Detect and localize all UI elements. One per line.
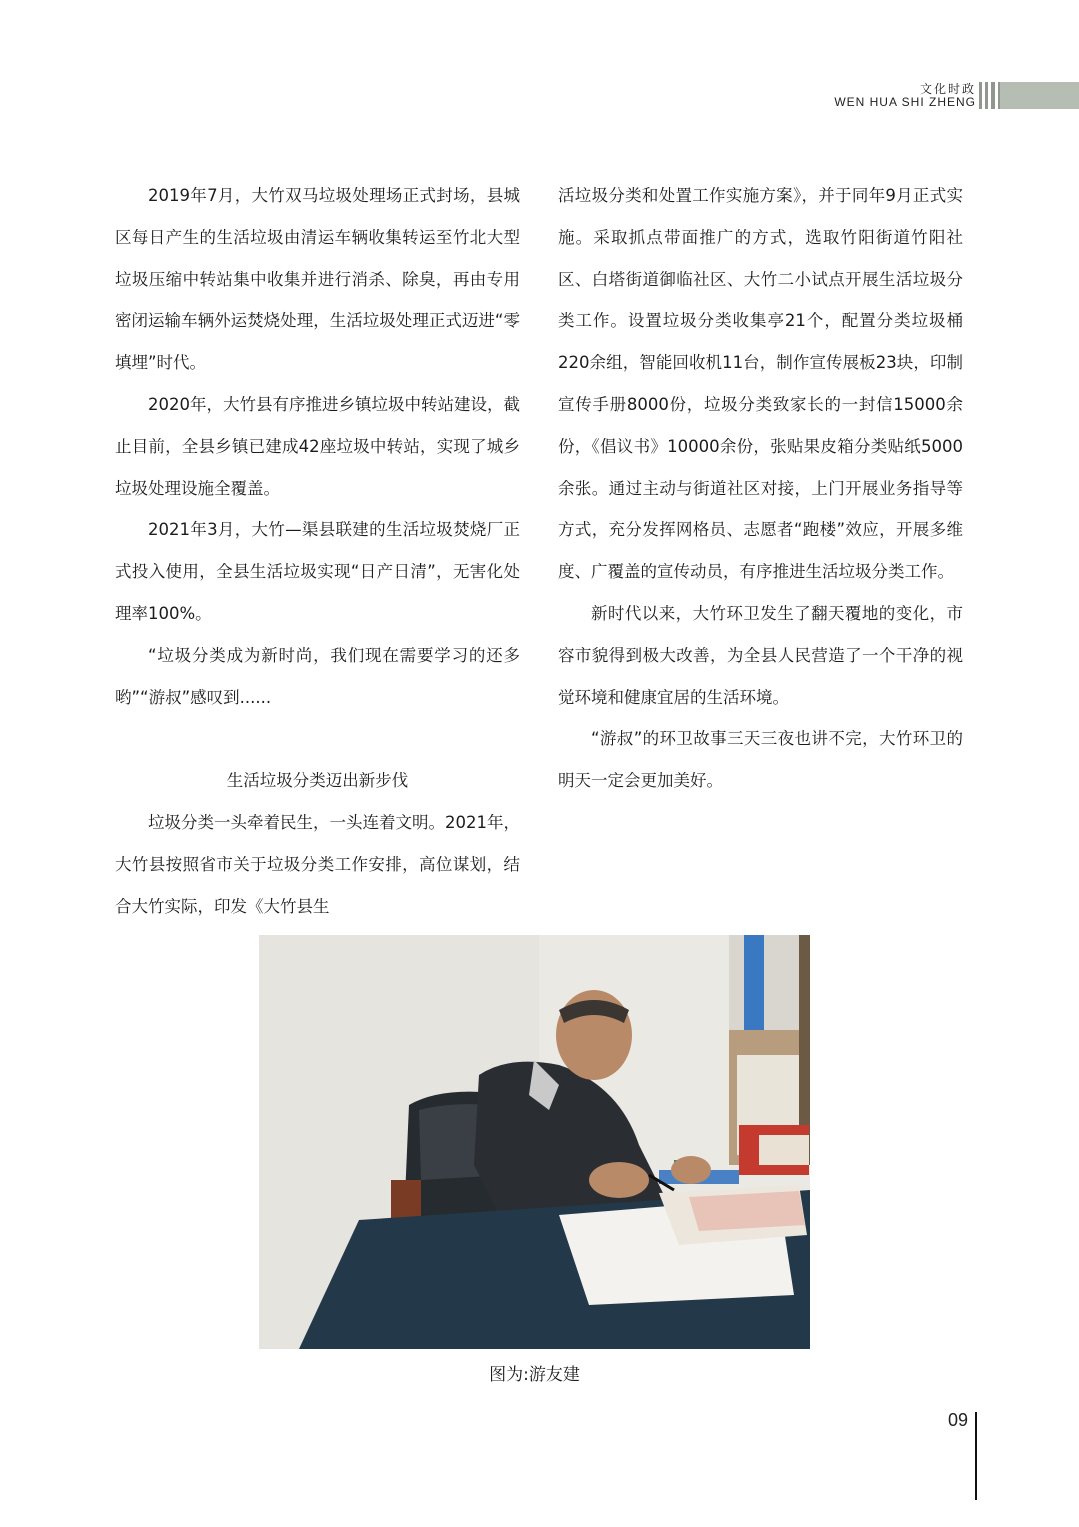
paragraph: “垃圾分类成为新时尚，我们现在需要学习的还多哟”“游叔”感叹到......	[115, 645, 520, 707]
paragraph: 2019年7月，大竹双马垃圾处理场正式封场，县城区每日产生的生活垃圾由清运车辆收集转运至竹北大型垃圾压缩中转站集中收集并进行消杀、除臭，再由专用密闭运输车辆外运焚烧处理，生活垃圾处理正式迈进“零填埋”时代。	[115, 186, 520, 373]
paragraph: 新时代以来，大竹环卫发生了翻天覆地的变化，市容市貌得到极大改善，为全县人民营造了一个干净的视觉环境和健康宜居的生活环境。	[558, 603, 963, 707]
photo-illustration	[259, 935, 810, 1349]
photo-caption: 图为:游友建	[489, 1365, 580, 1385]
header-section-cn: 文化时政	[919, 82, 976, 96]
header-section-en: WEN HUA SHI ZHENG	[834, 95, 976, 109]
section-title: 生活垃圾分类迈出新步伐	[226, 771, 409, 791]
paragraph: 2020年，大竹县有序推进乡镇垃圾中转站建设，截止目前，全县乡镇已建成42座垃圾中转站，实现了城乡垃圾处理设施全覆盖。	[115, 394, 520, 498]
left-column	[115, 175, 520, 927]
paragraph: “游叔”的环卫故事三天三夜也讲不完，大竹环卫的明天一定会更加美好。	[558, 729, 963, 791]
paragraph: 2021年3月，大竹—渠县联建的生活垃圾焚烧厂正式投入使用，全县生活垃圾实现“日产日清”，无害化处理率100%。	[115, 520, 520, 623]
paragraph-continuation: 活垃圾分类和处置工作实施方案》，并于同年9月正式实施。采取抓点带面推广的方式，选取竹阳街道竹阳社区、白塔街道御临社区、大竹二小试点开展生活垃圾分类工作。设置垃圾分类收集亭21个，配置分类垃圾桶220余组，智能回收机11台，制作宣传展板23块，印制宣传手册8000份，垃圾分类致家长的一封信15000余份，《倡议书》10000余份，张贴果皮箱分类贴纸5000余张。通过主动与街道社区对接，上门开展业务指导等方式，充分发挥网格员、志愿者“跑楼”效应，开展多维度、广覆盖的宣传动员，有序推进生活垃圾分类工作。	[558, 186, 963, 582]
paragraph: 垃圾分类一头牵着民生，一头连着文明。2021年，大竹县按照省市关于垃圾分类工作安排，高位谋划，结合大竹实际，印发《大竹县生	[115, 812, 520, 916]
photo-man-writing-at-desk	[259, 935, 810, 1349]
right-column	[558, 175, 963, 802]
header-color-block	[1000, 82, 1079, 109]
page-number-rule	[975, 1412, 977, 1500]
page-number: 09	[947, 1410, 968, 1430]
